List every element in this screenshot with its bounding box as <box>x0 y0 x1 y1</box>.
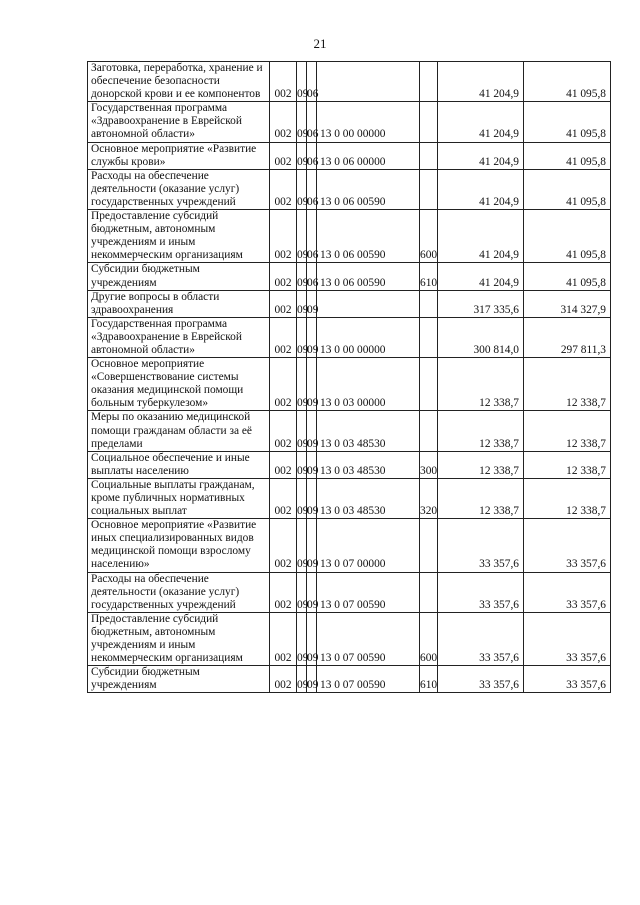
subsection-code-cell: 09 <box>307 411 317 451</box>
subsection-code-cell: 09 <box>307 451 317 478</box>
amount-year1-cell: 33 357,6 <box>438 612 524 665</box>
section-code-cell: 09 <box>297 102 307 142</box>
amount-year1-cell: 41 204,9 <box>438 210 524 263</box>
expense-type-cell: 610 <box>420 666 438 693</box>
amount-year1-cell: 41 204,9 <box>438 263 524 290</box>
admin-code-cell: 002 <box>270 411 297 451</box>
row-name-cell: Меры по оказанию медицинской помощи гражданам области за её пределами <box>88 411 270 451</box>
subsection-code-cell: 06 <box>307 169 317 209</box>
subsection-code-cell: 09 <box>307 317 317 357</box>
table-row <box>88 290 611 317</box>
table-row <box>88 317 611 357</box>
table-row <box>88 572 611 612</box>
target-article-cell: 13 0 00 00000 <box>317 102 420 142</box>
target-article-cell <box>317 62 420 102</box>
subsection-code-cell: 06 <box>307 142 317 169</box>
subsection-code-cell: 09 <box>307 358 317 411</box>
expense-type-cell <box>420 142 438 169</box>
row-name-cell: Субсидии бюджетным учреждениям <box>88 666 270 693</box>
amount-year1-cell: 41 204,9 <box>438 142 524 169</box>
row-name-cell: Государственная программа «Здравоохранение в Еврейской автономной области» <box>88 317 270 357</box>
expense-type-cell <box>420 317 438 357</box>
expense-type-cell <box>420 572 438 612</box>
row-name-cell: Расходы на обеспечение деятельности (оказание услуг) государственных учреждений <box>88 169 270 209</box>
target-article-cell: 13 0 06 00590 <box>317 169 420 209</box>
amount-year1-cell: 33 357,6 <box>438 572 524 612</box>
budget-table <box>87 61 611 693</box>
expense-type-cell: 300 <box>420 451 438 478</box>
amount-year1-cell: 41 204,9 <box>438 102 524 142</box>
target-article-cell: 13 0 07 00590 <box>317 666 420 693</box>
section-code-cell: 09 <box>297 358 307 411</box>
amount-year2-cell: 41 095,8 <box>524 102 611 142</box>
table-row <box>88 62 611 102</box>
section-code-cell: 09 <box>297 62 307 102</box>
admin-code-cell: 002 <box>270 290 297 317</box>
amount-year2-cell: 41 095,8 <box>524 62 611 102</box>
section-code-cell: 09 <box>297 411 307 451</box>
target-article-cell: 13 0 03 48530 <box>317 478 420 518</box>
row-name-cell: Предоставление субсидий бюджетным, автономным учреждениям и иным некоммерческим организациям <box>88 612 270 665</box>
section-code-cell: 09 <box>297 451 307 478</box>
section-code-cell: 09 <box>297 666 307 693</box>
expense-type-cell: 600 <box>420 612 438 665</box>
subsection-code-cell: 09 <box>307 612 317 665</box>
admin-code-cell: 002 <box>270 666 297 693</box>
amount-year2-cell: 41 095,8 <box>524 263 611 290</box>
amount-year2-cell: 12 338,7 <box>524 451 611 478</box>
row-name-cell: Заготовка, переработка, хранение и обеспечение безопасности донорской крови и ее компонентов <box>88 62 270 102</box>
target-article-cell: 13 0 07 00000 <box>317 519 420 572</box>
admin-code-cell: 002 <box>270 451 297 478</box>
row-name-cell: Социальные выплаты гражданам, кроме публичных нормативных социальных выплат <box>88 478 270 518</box>
amount-year2-cell: 41 095,8 <box>524 142 611 169</box>
admin-code-cell: 002 <box>270 317 297 357</box>
admin-code-cell: 002 <box>270 478 297 518</box>
admin-code-cell: 002 <box>270 169 297 209</box>
amount-year2-cell: 12 338,7 <box>524 358 611 411</box>
expense-type-cell: 600 <box>420 210 438 263</box>
table-row <box>88 666 611 693</box>
admin-code-cell: 002 <box>270 572 297 612</box>
amount-year2-cell: 41 095,8 <box>524 210 611 263</box>
target-article-cell: 13 0 07 00590 <box>317 572 420 612</box>
target-article-cell: 13 0 03 48530 <box>317 411 420 451</box>
section-code-cell: 09 <box>297 612 307 665</box>
section-code-cell: 09 <box>297 142 307 169</box>
table-row <box>88 142 611 169</box>
expense-type-cell: 320 <box>420 478 438 518</box>
amount-year2-cell: 33 357,6 <box>524 612 611 665</box>
subsection-code-cell: 06 <box>307 210 317 263</box>
amount-year1-cell: 41 204,9 <box>438 169 524 209</box>
amount-year2-cell: 41 095,8 <box>524 169 611 209</box>
admin-code-cell: 002 <box>270 210 297 263</box>
row-name-cell: Основное мероприятие «Развитие иных специализированных видов медицинской помощи взрослому населению» <box>88 519 270 572</box>
subsection-code-cell: 09 <box>307 478 317 518</box>
target-article-cell: 13 0 03 00000 <box>317 358 420 411</box>
admin-code-cell: 002 <box>270 142 297 169</box>
target-article-cell: 13 0 03 48530 <box>317 451 420 478</box>
budget-table-body <box>88 62 611 693</box>
expense-type-cell <box>420 169 438 209</box>
expense-type-cell: 610 <box>420 263 438 290</box>
row-name-cell: Государственная программа «Здравоохранение в Еврейской автономной области» <box>88 102 270 142</box>
admin-code-cell: 002 <box>270 519 297 572</box>
row-name-cell: Предоставление субсидий бюджетным, автономным учреждениям и иным некоммерческим организациям <box>88 210 270 263</box>
subsection-code-cell: 09 <box>307 666 317 693</box>
section-code-cell: 09 <box>297 519 307 572</box>
table-row <box>88 169 611 209</box>
expense-type-cell <box>420 102 438 142</box>
table-row <box>88 478 611 518</box>
amount-year1-cell: 33 357,6 <box>438 666 524 693</box>
section-code-cell: 09 <box>297 572 307 612</box>
amount-year1-cell: 12 338,7 <box>438 358 524 411</box>
subsection-code-cell: 09 <box>307 290 317 317</box>
page-number: 21 <box>313 36 327 51</box>
amount-year1-cell: 300 814,0 <box>438 317 524 357</box>
subsection-code-cell: 09 <box>307 519 317 572</box>
subsection-code-cell: 06 <box>307 102 317 142</box>
expense-type-cell <box>420 62 438 102</box>
amount-year2-cell: 12 338,7 <box>524 478 611 518</box>
amount-year2-cell: 33 357,6 <box>524 519 611 572</box>
section-code-cell: 09 <box>297 169 307 209</box>
subsection-code-cell: 06 <box>307 62 317 102</box>
row-name-cell: Основное мероприятие «Совершенствование системы оказания медицинской помощи больным туберкулезом» <box>88 358 270 411</box>
amount-year2-cell: 33 357,6 <box>524 572 611 612</box>
amount-year2-cell: 314 327,9 <box>524 290 611 317</box>
table-row <box>88 411 611 451</box>
row-name-cell: Другие вопросы в области здравоохранения <box>88 290 270 317</box>
target-article-cell: 13 0 06 00590 <box>317 210 420 263</box>
admin-code-cell: 002 <box>270 62 297 102</box>
amount-year2-cell: 33 357,6 <box>524 666 611 693</box>
amount-year1-cell: 33 357,6 <box>438 519 524 572</box>
table-row <box>88 102 611 142</box>
admin-code-cell: 002 <box>270 358 297 411</box>
row-name-cell: Расходы на обеспечение деятельности (оказание услуг) государственных учреждений <box>88 572 270 612</box>
section-code-cell: 09 <box>297 478 307 518</box>
table-row <box>88 210 611 263</box>
amount-year1-cell: 317 335,6 <box>438 290 524 317</box>
subsection-code-cell: 09 <box>307 572 317 612</box>
amount-year1-cell: 12 338,7 <box>438 478 524 518</box>
section-code-cell: 09 <box>297 317 307 357</box>
table-row <box>88 263 611 290</box>
expense-type-cell <box>420 411 438 451</box>
amount-year1-cell: 12 338,7 <box>438 451 524 478</box>
table-row <box>88 451 611 478</box>
section-code-cell: 09 <box>297 210 307 263</box>
target-article-cell <box>317 290 420 317</box>
row-name-cell: Социальное обеспечение и иные выплаты населению <box>88 451 270 478</box>
section-code-cell: 09 <box>297 290 307 317</box>
table-row <box>88 358 611 411</box>
target-article-cell: 13 0 07 00590 <box>317 612 420 665</box>
amount-year1-cell: 12 338,7 <box>438 411 524 451</box>
amount-year2-cell: 297 811,3 <box>524 317 611 357</box>
table-row <box>88 519 611 572</box>
row-name-cell: Основное мероприятие «Развитие службы крови» <box>88 142 270 169</box>
expense-type-cell <box>420 519 438 572</box>
target-article-cell: 13 0 06 00000 <box>317 142 420 169</box>
section-code-cell: 09 <box>297 263 307 290</box>
amount-year1-cell: 41 204,9 <box>438 62 524 102</box>
amount-year2-cell: 12 338,7 <box>524 411 611 451</box>
subsection-code-cell: 06 <box>307 263 317 290</box>
admin-code-cell: 002 <box>270 612 297 665</box>
expense-type-cell <box>420 358 438 411</box>
admin-code-cell: 002 <box>270 102 297 142</box>
row-name-cell: Субсидии бюджетным учреждениям <box>88 263 270 290</box>
admin-code-cell: 002 <box>270 263 297 290</box>
target-article-cell: 13 0 00 00000 <box>317 317 420 357</box>
table-row <box>88 612 611 665</box>
expense-type-cell <box>420 290 438 317</box>
target-article-cell: 13 0 06 00590 <box>317 263 420 290</box>
